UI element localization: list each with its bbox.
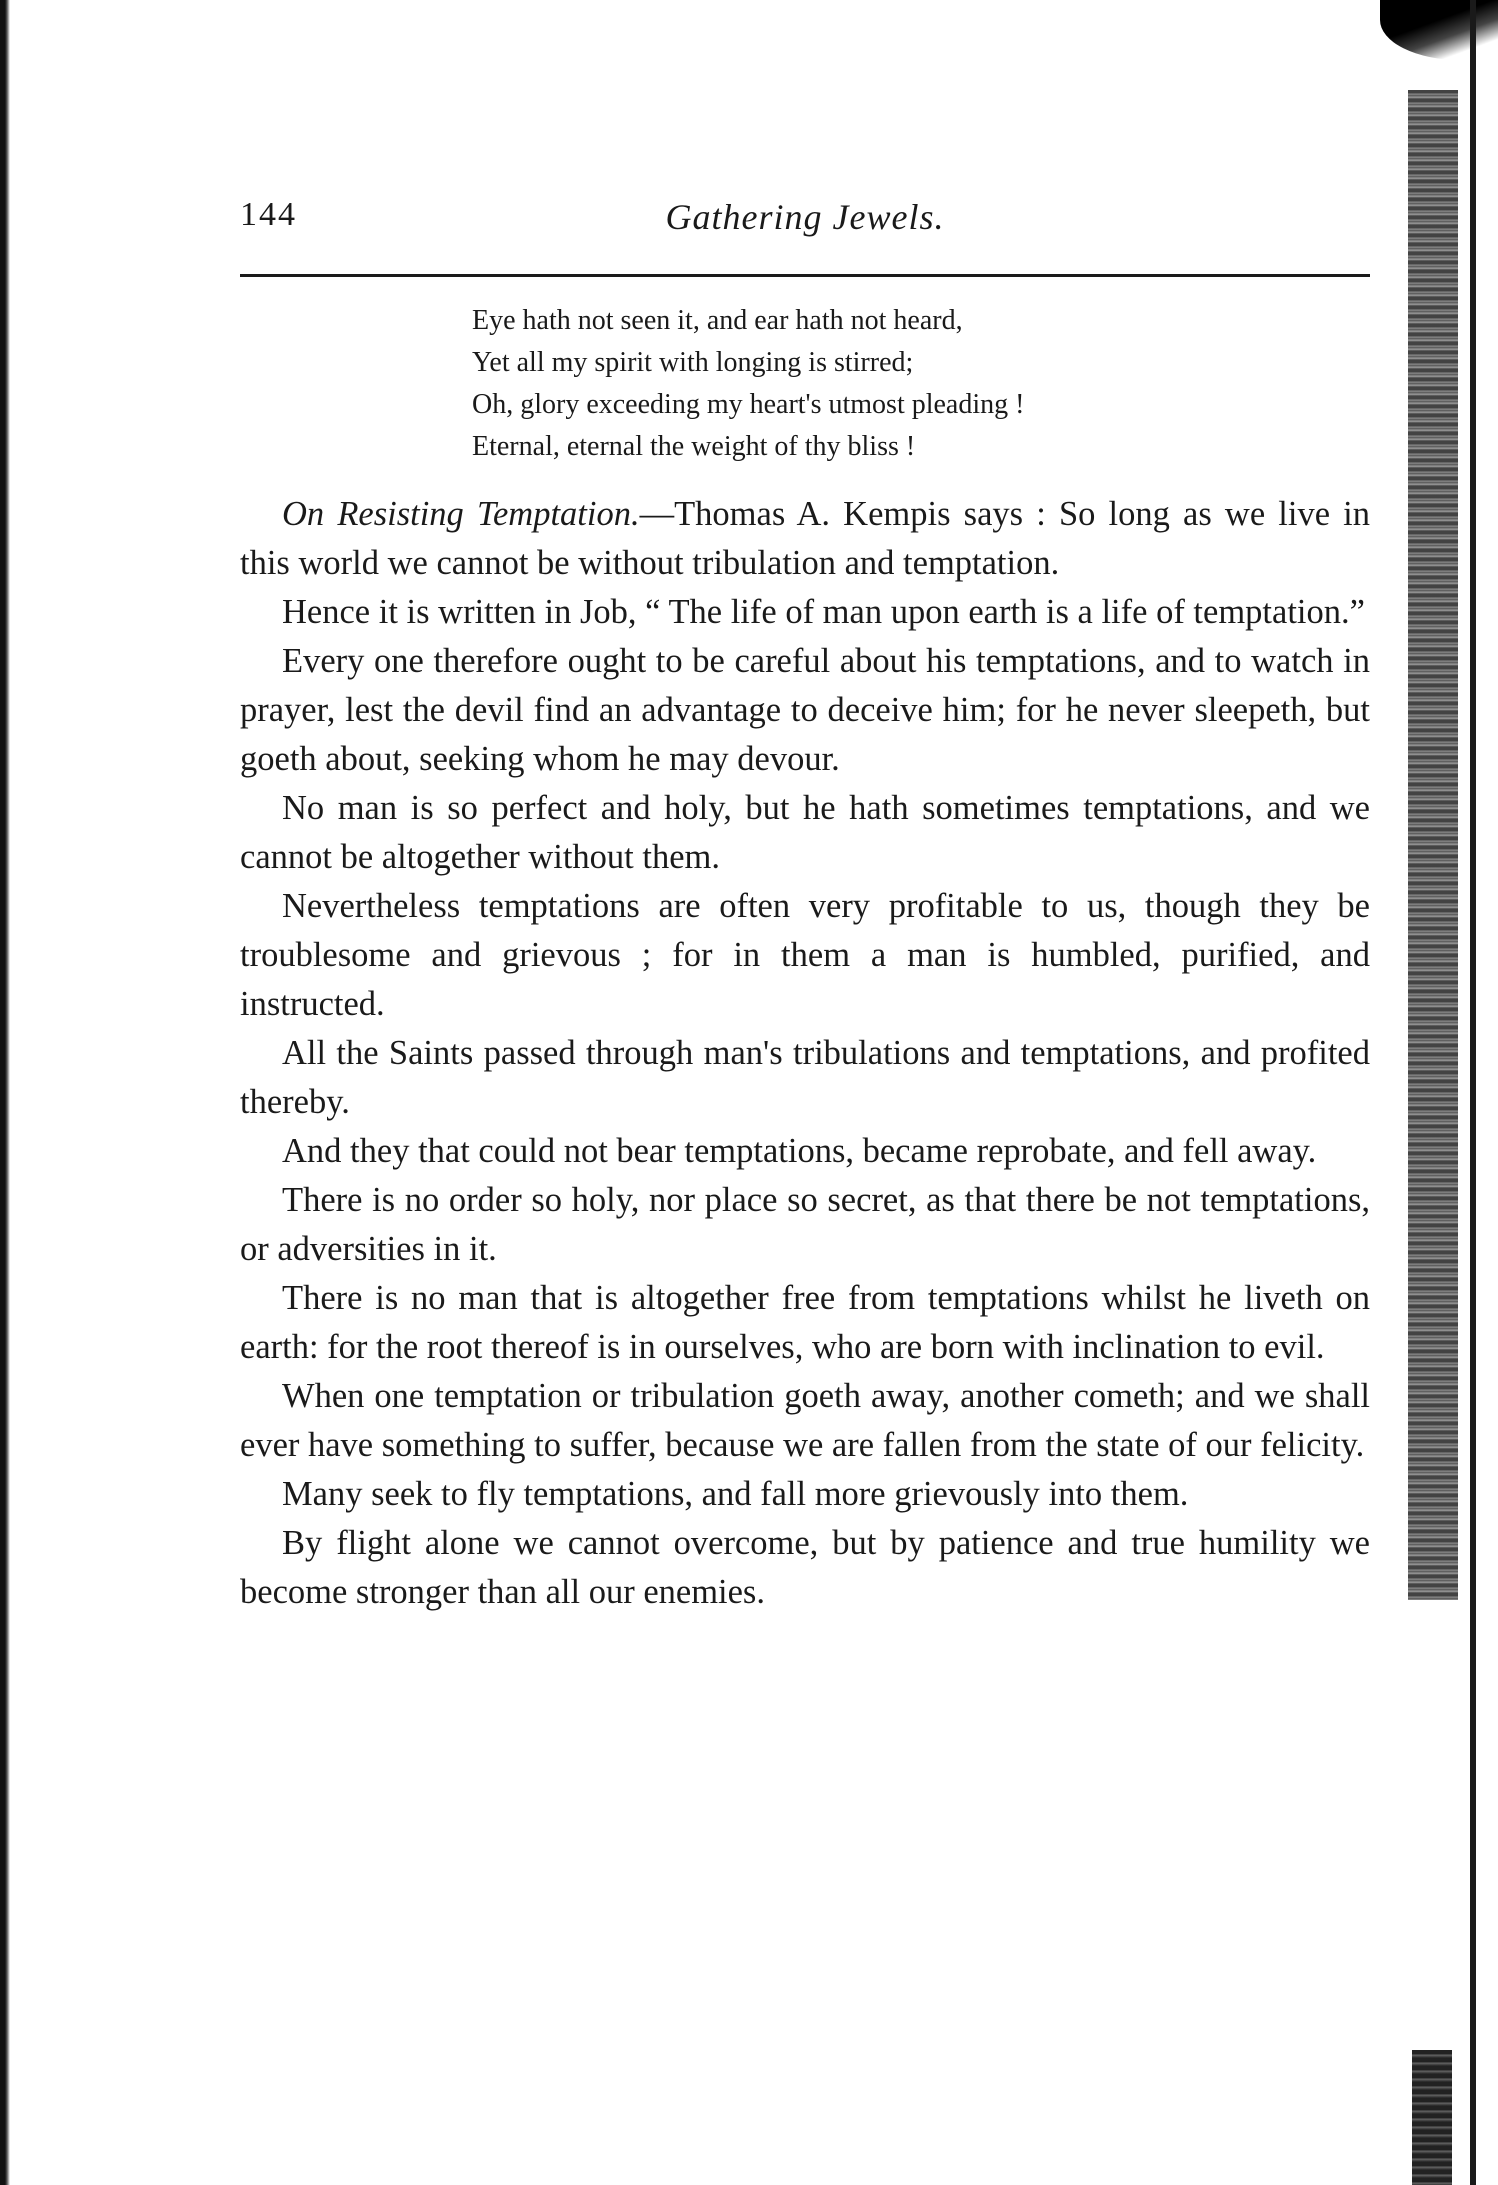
paragraph: Hence it is written in Job, “ The life of man upon earth is a life of temptation.” bbox=[282, 593, 1365, 631]
paragraph: No man is so perfect and holy, but he hath sometimes temptations, and we cannot be altogether without them. bbox=[240, 789, 1370, 876]
paragraph: Many seek to fly temptations, and fall more grievously into them. bbox=[282, 1475, 1189, 1513]
page-header bbox=[240, 196, 1370, 256]
paragraph: And they that could not bear temptations, became reprobate, and fell away. bbox=[282, 1132, 1317, 1170]
scan-left-edge bbox=[0, 0, 10, 2185]
paragraph: When one temptation or tribulation goeth away, another cometh; and we shall ever have something to suffer, because we are fallen from the state of our felicity. bbox=[240, 1377, 1370, 1464]
paragraph: Every one therefore ought to be careful about his temptations, and to watch in prayer, lest the devil find an advantage to deceive him; for he never sleepeth, but goeth about, seeking whom he may devour. bbox=[240, 642, 1370, 778]
paragraph: By flight alone we cannot overcome, but by patience and true humility we become stronger than all our enemies. bbox=[240, 1524, 1370, 1611]
body-text bbox=[240, 490, 1370, 1617]
verse-line: Yet all my spirit with longing is stirred; bbox=[472, 347, 914, 378]
scan-bottom-binding bbox=[1412, 2050, 1452, 2185]
header-rule bbox=[240, 274, 1370, 277]
paragraph: There is no order so holy, nor place so secret, as that there be not temptations, or adversities in it. bbox=[240, 1181, 1370, 1268]
paragraph: Nevertheless temptations are often very profitable to us, though they be troublesome and grievous ; for in them a man is humbled, purified, and instructed. bbox=[240, 887, 1370, 1023]
verse-line: Oh, glory exceeding my heart's utmost pleading ! bbox=[472, 389, 1025, 420]
verse-line: Eye hath not seen it, and ear hath not heard, bbox=[472, 305, 963, 336]
paragraph: There is no man that is altogether free from temptations whilst he liveth on earth: for the root thereof is in ourselves, who are born with inclination to evil. bbox=[240, 1279, 1370, 1366]
paragraph: All the Saints passed through man's tribulations and temptations, and profited thereby. bbox=[240, 1034, 1370, 1121]
scan-right-edge bbox=[1470, 0, 1476, 2185]
scan-binding-shadow bbox=[1408, 90, 1458, 1600]
verse-line: Eternal, eternal the weight of thy bliss ! bbox=[472, 431, 916, 462]
scan-corner-shadow bbox=[1380, 0, 1498, 60]
verse-block bbox=[472, 300, 1024, 468]
section-heading: On Resisting Temptation. bbox=[282, 495, 640, 533]
page-number: 144 bbox=[240, 196, 297, 233]
paragraph-text: —Thomas A. Kempis says : So long as we live in this world we cannot be without tribulation and temptation. bbox=[240, 495, 1370, 582]
running-title: Gathering Jewels. bbox=[665, 197, 945, 237]
paragraph bbox=[240, 490, 1370, 588]
